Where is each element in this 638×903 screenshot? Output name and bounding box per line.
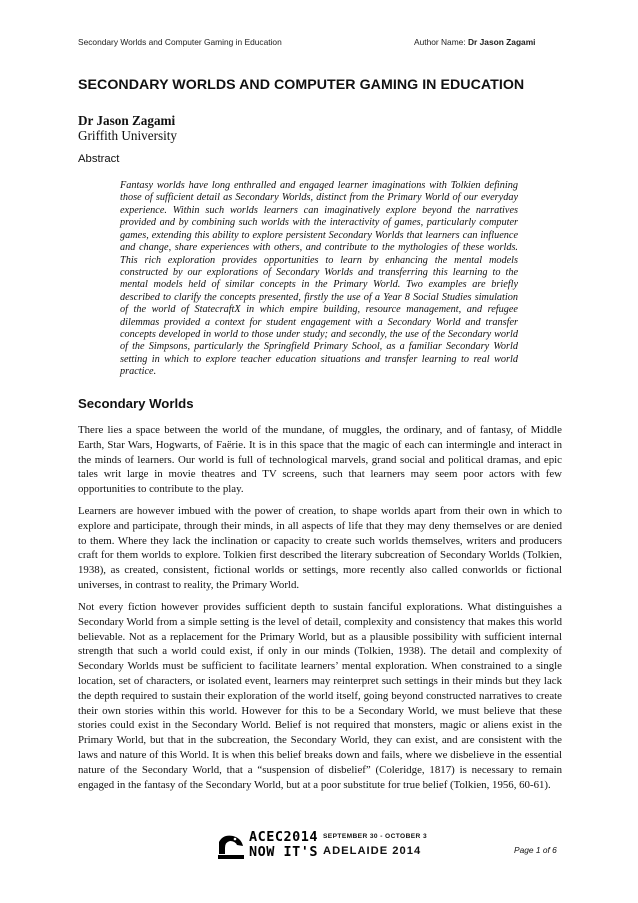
logo-acec-text: ACEC2014	[249, 829, 319, 845]
paper-title: SECONDARY WORLDS AND COMPUTER GAMING IN EDUCATION	[78, 77, 525, 93]
abstract-heading: Abstract	[78, 153, 120, 165]
author-affiliation: Griffith University	[78, 128, 178, 143]
logo-tagline-text: NOW IT'S	[249, 844, 319, 860]
section-heading: Secondary Worlds	[78, 396, 194, 411]
header-author	[414, 37, 536, 47]
header-paper-title: Secondary Worlds and Computer Gaming in Education	[78, 37, 282, 47]
conference-city: ADELAIDE 2014	[323, 845, 422, 857]
conference-dates: SEPTEMBER 30 - OCTOBER 3	[323, 833, 428, 840]
body-paragraph: Not every fiction however provides sufficient depth to sustain fanciful explorations. What distinguishes a Secondary World from a simple setting is the level of detail, complexity and consistency that makes this world believable. Not as a replacement for the Primary World, but as a plausible possibility with sufficient internal strength that such a world could exist, if only in our minds (Tolkien, 1938). The detail and complexity of Secondary Worlds must be sufficient to facilitate learners’ mental exploration. When constrained to a single location, set of characters, or isolated event, learners may reinterpret such settings in their minds but they lack the depth required to sustain their exploration of the world itself, going beyond constructed narratives to create their own stories within this world. However for this to be a Secondary World, we must believe that these stories could exist in the Secondary World. Belief is not required that monsters, magic or aliens exist in the Primary World, but that in the subcreation, the Secondary World, they can exist, and are consistent with the laws and nature of this World. It is when this belief breaks down and fails, where we disbelieve in the essential nature of the Secondary World, that a “suspension of disbelief” (Coleridge, 1817) is necessary to remain engaged in the fantasy of the Secondary World, but at a poor substitute for true belief (Tolkien, 1956, 60-61).	[78, 601, 562, 791]
conference-logo	[215, 828, 430, 866]
page-number: Page 1 of 6	[514, 845, 557, 855]
running-header	[78, 37, 560, 47]
conference-bird-icon	[215, 830, 247, 862]
abstract-text: Fantasy worlds have long enthralled and engaged learner imaginations with Tolkien defining those of sufficient detail as Secondary Worlds, distinct from the Primary World of our everyday experience. Within such worlds learners can imaginatively explore beyond the narratives provided and by combining such worlds with the interactivity of games, particularly computer games, extending this ability to explore persistent Secondary Worlds that learners can influence and change, share experiences with others, and contribute to the mythologies of these worlds. This rich exploration provides opportunities to learn by enhancing the mental models constructed by our explorations of Secondary Worlds and transferring this learning to the mental models held of similar concepts in the Primary World. Two examples are briefly described to clarify the concepts presented, firstly the use of a Year 8 Social Studies simulation of the world of StatecraftX in which empire building, resource management, and refugee dilemmas provided a context for student engagement with a Secondary World and transfer concepts developed in world to those under study; and secondly, the use of the Secondary world of the Simpsons, particularly the Springfield Primary School, as a familiar Secondary World setting in which to explore teacher education situations and transfer learning to real world practice.	[120, 180, 518, 378]
body-paragraph: There lies a space between the world of the mundane, of muggles, the ordinary, and of fantasy, of Middle Earth, Star Wars, Hogwarts, of Faërie. It is in this space that the magic of each can intermingle and interact in the minds of learners. Our world is full of technological marvels, grand social and political dramas, and epic tales writ large in movie theatres and TV screens, such that learners may seem poor actors with few opportunities to contribute to the play.	[78, 424, 562, 496]
header-author-name: Dr Jason Zagami	[468, 37, 536, 47]
header-author-label: Author Name:	[414, 37, 466, 47]
body-paragraph: Learners are however imbued with the power of creation, to shape worlds apart from their own in which to explore and participate, through their minds, in all aspects of life that they may deny themselves or are denied to them. Where they lack the inclination or capacity to create such worlds themselves, writers and producers craft for them worlds to explore. Tolkien first described the literary subcreation of Secondary Worlds (Tolkien, 1938), as created, consistent, fictional worlds or settings, more recently also called conworlds or fictional universes, in contrast to reality, the Primary World.	[78, 505, 562, 591]
author-name: Dr Jason Zagami	[78, 113, 176, 128]
